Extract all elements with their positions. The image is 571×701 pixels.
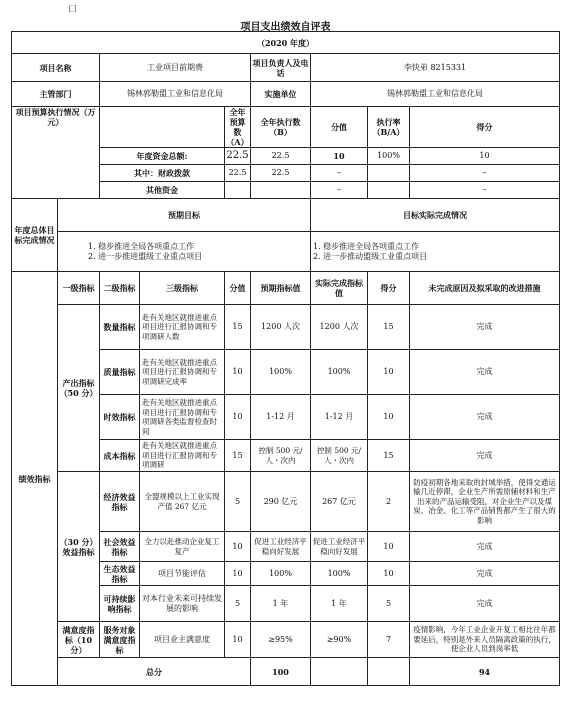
- expected-cell: ≥95%: [251, 622, 311, 658]
- score-cell: 15: [225, 305, 251, 350]
- reason-cell: 完成: [410, 350, 560, 395]
- actual-cell: ≥90%: [311, 622, 368, 658]
- expected-cell: 1 年: [251, 586, 311, 622]
- actual-cell: 1200 人次: [311, 305, 368, 350]
- perf-h-expected: 预期指标值: [251, 272, 311, 305]
- reason-cell: 疫情影响，今年工业企业开复工相比往年都要延后，特别是外来人员隔离政策的执行，使企业人员到岗率低: [410, 622, 560, 658]
- points-cell: 15: [368, 305, 410, 350]
- score-cell: 15: [225, 440, 251, 472]
- perf-section-label: 绩效指标: [12, 272, 58, 686]
- reason-cell: 完成: [410, 305, 560, 350]
- expected-cell: 290 亿元: [251, 472, 311, 532]
- actual-goal-item: 1. 稳步推进全局各项重点工作: [313, 241, 420, 251]
- level3-cell: 赴有关地区就推进重点项目进行汇报协调和专项调研完成率: [140, 350, 225, 395]
- level2-cell: 时效指标: [100, 395, 140, 440]
- dept-value: 锡林郭勒盟工业和信息化局: [100, 82, 251, 107]
- satisfaction-indicator-label: 满意度指标（10 分）: [58, 622, 100, 658]
- actual-goal-item: 2. 进一步推动盟级工业重点项目: [313, 251, 428, 261]
- expected-goal-item: 2. 进一步推进盟级工业重点项目: [88, 251, 203, 261]
- budget-row-score: –: [311, 182, 368, 199]
- reason-cell: 完成: [410, 440, 560, 472]
- level2-cell: 可持续影响指标: [100, 586, 140, 622]
- points-cell: 10: [368, 562, 410, 586]
- page-title: 项目支出绩效自评表: [240, 22, 331, 33]
- level2-cell: 质量指标: [100, 350, 140, 395]
- points-cell: 10: [368, 532, 410, 562]
- benefit-indicator-label: （30 分）效益指标: [58, 472, 100, 622]
- budget-row-label: 年度资金总额:: [100, 148, 225, 165]
- budget-row-score: 10: [311, 148, 368, 165]
- level2-cell: 数量指标: [100, 305, 140, 350]
- perf-h-reason: 未完成原因及拟采取的改进措施: [410, 272, 560, 305]
- year-cell: （2020 年度）: [12, 32, 560, 54]
- reason-cell: 完成: [410, 586, 560, 622]
- budget-row-points: –: [410, 165, 560, 182]
- goals-section-label: 年度总体目标完成情况: [12, 199, 58, 272]
- points-cell: 10: [368, 350, 410, 395]
- perf-h-level1: 一级指标: [58, 272, 100, 305]
- budget-col-exec: 全年执行数（B）: [251, 107, 311, 148]
- perf-h-score: 分值: [225, 272, 251, 305]
- budget-col-rate: 执行率（B/A）: [368, 107, 410, 148]
- level3-cell: 赴有关地区就推进重点项目进行汇报协调和专项调研各类监督检查时间: [140, 395, 225, 440]
- total-blank: [368, 658, 410, 686]
- actual-cell: 促进工业经济平稳向好发展: [311, 532, 368, 562]
- budget-row-budget: 22.5: [225, 165, 251, 182]
- self-evaluation-table: [11, 31, 560, 686]
- budget-row-rate: 100%: [368, 148, 410, 165]
- level2-cell: 经济效益指标: [100, 472, 140, 532]
- corner-mark: 口: [68, 5, 78, 15]
- project-name-value: 工业项目前期费: [100, 54, 251, 82]
- reason-cell: 完成: [410, 395, 560, 440]
- budget-row-exec: [251, 182, 311, 199]
- budget-row-exec: 22.5: [251, 148, 311, 165]
- score-cell: 5: [225, 586, 251, 622]
- score-cell: 10: [225, 532, 251, 562]
- level3-cell: 全盟规模以上工业实现产值 267 亿元: [140, 472, 225, 532]
- level3-cell: 赴有关地区就推进重点项目进行汇报协调和专项调研: [140, 440, 225, 472]
- score-cell: 10: [225, 562, 251, 586]
- expected-cell: 控制 500 元/人・次内: [251, 440, 311, 472]
- expected-cell: 100%: [251, 350, 311, 395]
- actual-goal-label: 目标实际完成情况: [311, 199, 560, 232]
- points-cell: 7: [368, 622, 410, 658]
- score-cell: 5: [225, 472, 251, 532]
- total-blank: [311, 658, 368, 686]
- level2-cell: 社会效益指标: [100, 532, 140, 562]
- expected-cell: 1-12 月: [251, 395, 311, 440]
- perf-h-points: 得分: [368, 272, 410, 305]
- reason-cell: 完成: [410, 562, 560, 586]
- level3-cell: 项目业主满意度: [140, 622, 225, 658]
- budget-row-exec: 22.5: [251, 165, 311, 182]
- actual-cell: 1-12 月: [311, 395, 368, 440]
- actual-cell: 控制 500 元/人・次内: [311, 440, 368, 472]
- dept-label: 主管部门: [12, 82, 100, 107]
- budget-row-budget: 22.5: [225, 148, 251, 165]
- actual-cell: 100%: [311, 562, 368, 586]
- budget-blank: [100, 107, 225, 148]
- actual-goal-text: [311, 232, 560, 272]
- budget-col-score: 分值: [311, 107, 368, 148]
- expected-goal-item: 1. 稳步推进全局各项重点工作: [88, 241, 195, 251]
- score-cell: 10: [225, 622, 251, 658]
- actual-cell: 1 年: [311, 586, 368, 622]
- budget-row-points: –: [410, 182, 560, 199]
- level3-cell: 赴有关地区就推进重点项目进行汇报协调和专项调研人数: [140, 305, 225, 350]
- level2-cell: 服务对象满意度指标: [100, 622, 140, 658]
- actual-cell: 267 亿元: [311, 472, 368, 532]
- points-cell: 10: [368, 395, 410, 440]
- perf-h-level3: 三级指标: [140, 272, 225, 305]
- budget-row-label: 其中：财政拨款: [100, 165, 225, 182]
- budget-row-rate: [368, 182, 410, 199]
- budget-col-budget: 全年预算数（A）: [226, 107, 249, 147]
- expected-goal-text: [58, 232, 311, 272]
- leader-label: 项目负责人及电话: [251, 54, 311, 82]
- total-points: 94: [410, 658, 560, 686]
- budget-row-budget: [225, 182, 251, 199]
- level2-cell: 成本指标: [100, 440, 140, 472]
- actual-cell: 100%: [311, 350, 368, 395]
- total-label: 总分: [58, 658, 251, 686]
- perf-h-level2: 二级指标: [100, 272, 140, 305]
- budget-row-label: 其他资金: [100, 182, 225, 199]
- output-indicator-label: 产出指标（50 分）: [58, 305, 100, 472]
- score-cell: 10: [225, 395, 251, 440]
- budget-row-rate: [368, 165, 410, 182]
- reason-cell: 防疫初期各地采取的封城举措，使得交通运输几近停滞，企业生产所需原辅材料和生产出来的产品运输受阻，对企业生产以及煤炭、冶金、化工等产品销售都产生了很大的影响: [410, 472, 560, 532]
- budget-section-label: 项目预算执行情况（万元）: [12, 107, 100, 199]
- budget-row-score: –: [311, 165, 368, 182]
- level2-cell: 生态效益指标: [100, 562, 140, 586]
- leader-value: 李快弟 8215331: [311, 54, 560, 82]
- points-cell: 2: [368, 472, 410, 532]
- expected-cell: 100%: [251, 562, 311, 586]
- perf-h-actual: 实际完成指标值: [311, 272, 368, 305]
- level3-cell: 全力以赴推动企业复工复产: [140, 532, 225, 562]
- points-cell: 5: [368, 586, 410, 622]
- total-score: 100: [251, 658, 311, 686]
- level3-cell: 对本行业未来可持续发展的影响: [140, 586, 225, 622]
- expected-goal-label: 预期目标: [58, 199, 311, 232]
- unit-label: 实施单位: [251, 82, 311, 107]
- budget-col-points: 得分: [410, 107, 560, 148]
- expected-cell: 1200 人次: [251, 305, 311, 350]
- score-cell: 10: [225, 350, 251, 395]
- project-name-label: 项目名称: [12, 54, 100, 82]
- expected-cell: 促进工业经济平稳向好发展: [251, 532, 311, 562]
- level3-cell: 项目节能评估: [140, 562, 225, 586]
- unit-value: 锡林郭勒盟工业和信息化局: [311, 82, 560, 107]
- budget-row-points: 10: [410, 148, 560, 165]
- reason-cell: 完成: [410, 532, 560, 562]
- points-cell: 15: [368, 440, 410, 472]
